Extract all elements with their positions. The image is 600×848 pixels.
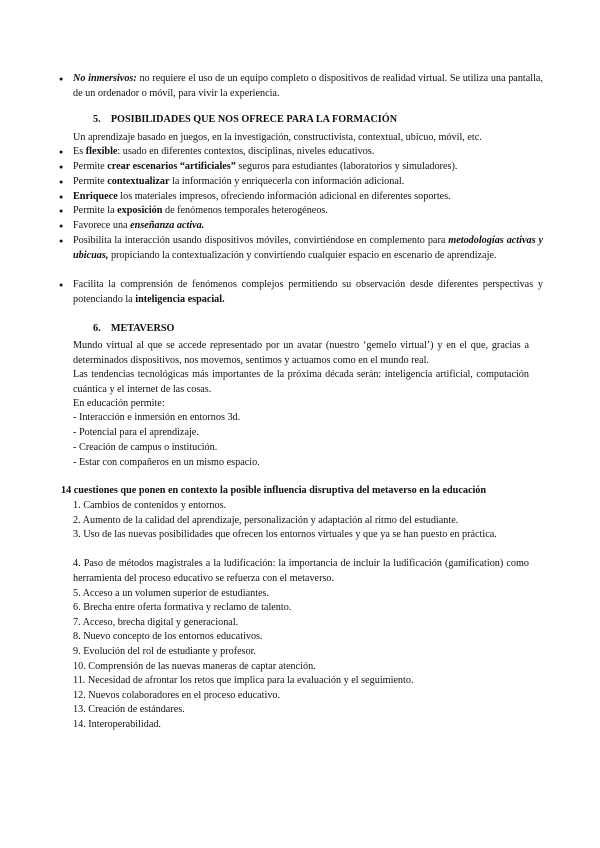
metaverso-item: - Potencial para el aprendizaje. (73, 427, 199, 438)
cuestion-item: 6. Brecha entre oferta formativa y reclamo de talento. (73, 602, 292, 613)
cuestion-item: 7. Acceso, brecha digital y generacional. (73, 617, 239, 628)
cuestion-item: 2. Aumento de la calidad del aprendizaje, personalización y adaptación al ritmo del estudiante. (73, 515, 459, 526)
cuestion-item: 4. Paso de métodos magistrales a la ludificación: la importancia de incluir la ludificación (gamification) como herramienta del proceso educativo se refuerza con el metaverso. (73, 558, 529, 584)
metaverso-educacion-intro: En educación permite: (73, 398, 165, 409)
cuestion-item: 5. Acceso a un volumen superior de estudiantes. (73, 588, 270, 599)
bullet-contextualizar: ● Permite contextualizar la información y enriquecerla con información adicional. (59, 175, 543, 190)
bullet-enriquece: ● Enriquece los materiales impresos, ofreciendo información adicional en diferentes soportes. (59, 190, 543, 205)
bullet-escenarios: ● Permite crear escenarios “artificiales” seguros para estudiantes (laboratorios y simuladores). (59, 160, 543, 175)
bullet-ensenanza-activa: ● Favorece una enseñanza activa. (59, 219, 543, 234)
metaverso-item: - Estar con compañeros en un mismo espacio. (73, 457, 260, 468)
cuestiones-heading: 14 cuestiones que ponen en contexto la posible influencia disruptiva del metaverso en la educación (61, 485, 487, 496)
cuestion-item: 1. Cambios de contenidos y entornos. (73, 500, 227, 511)
bullet-inteligencia-espacial: ● Facilita la comprensión de fenómenos complejos permitiendo su observación desde diferentes perspectivas y potenciando la inteligencia espacial. (59, 278, 543, 307)
cuestion-item: 3. Uso de las nuevas posibilidades que ofrecen los entornos virtuales y que ya se han puesto en práctica. (73, 529, 497, 540)
metaverso-item: - Interacción e inmersión en entornos 3d. (73, 412, 241, 423)
section-5-heading: 5. POSIBILIDADES QUE NOS OFRECE PARA LA FORMACIÓN (93, 114, 398, 125)
bullet-flexible: ● Es flexible: usado en diferentes contextos, disciplinas, niveles educativos. (59, 145, 543, 160)
cuestion-item: 11. Necesidad de afrontar los retos que implica para la evaluación y el seguimiento. (73, 675, 414, 686)
section-5-intro: Un aprendizaje basado en juegos, en la investigación, constructivista, contextual, ubicuo, móvil, etc. (73, 132, 482, 143)
cuestion-item: 8. Nuevo concepto de los entornos educativos. (73, 631, 263, 642)
bullet-exposicion: ● Permite la exposición de fenómenos temporales heterogéneos. (59, 204, 543, 219)
metaverso-definition: Mundo virtual al que se accede representado por un avatar (nuestro ‘gemelo virtual’) y en el que, gracias a determinados dispositivos, nos movemos, sentimos y actuamos como en el mundo real. (73, 340, 529, 366)
section-6-heading: 6. METAVERSO (93, 323, 175, 334)
metaverso-tendencias: Las tendencias tecnológicas más importantes de la próxima década serán: inteligencia artificial, computación cuántica y el internet de las cosas. (73, 369, 529, 395)
bullet-dispositivos-moviles: ● Posibilita la interacción usando dispositivos móviles, convirtiéndose en complemento para metodologías activas y ubicuas, propiciando la contextualización y convirtiendo cualquier espacio en escenario de aprendizaje. (59, 234, 543, 263)
cuestion-item: 13. Creación de estándares. (73, 704, 185, 715)
cuestion-item: 9. Evolución del rol de estudiante y profesor. (73, 646, 257, 657)
bullet-no-inmersivos: ● No inmersivos: no requiere el uso de un equipo completo o dispositivos de realidad virtual. Se utiliza una pantalla, de un ordenador o móvil, para vivir la experiencia. (59, 72, 543, 101)
cuestion-item: 12. Nuevos colaboradores en el proceso educativo. (73, 690, 281, 701)
cuestion-item: 10. Comprensión de las nuevas maneras de captar atención. (73, 661, 316, 672)
metaverso-item: - Creación de campus o institución. (73, 442, 218, 453)
cuestion-item: 14. Interoperabilidad. (73, 719, 161, 730)
